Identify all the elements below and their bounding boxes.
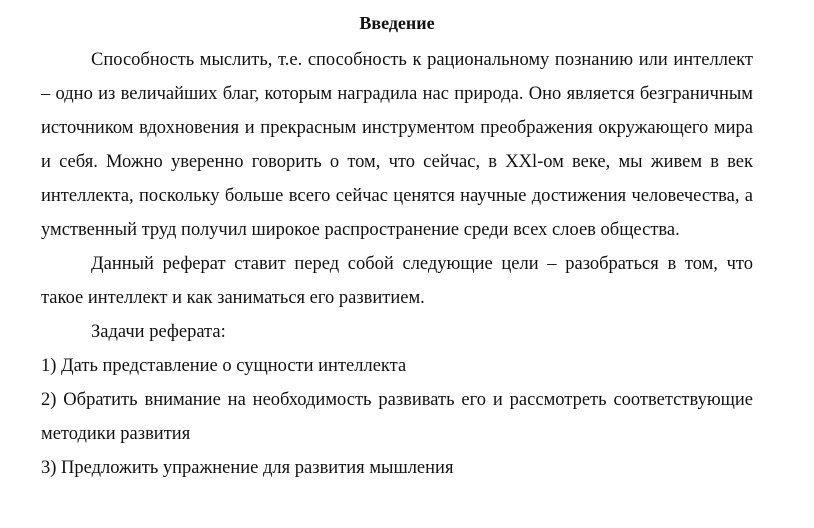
task-item-3: 3) Предложить упражнение для развития мышления <box>41 458 454 478</box>
task-item-1: 1) Дать представление о сущности интеллекта <box>41 356 407 376</box>
tasks-heading: Задачи реферата: <box>91 322 226 342</box>
goals-paragraph: Данный реферат ставит перед собой следующие цели – разобраться в том, что такое интеллект и как заниматься его развитием. <box>41 254 753 308</box>
task-item-2: 2) Обратить внимание на необходимость развивать его и рассмотреть соответствующие методики развития <box>41 390 753 444</box>
document-title: Введение <box>359 13 435 33</box>
intro-paragraph: Способность мыслить, т.е. способность к рациональному познанию или интеллект – одно из величайших благ, которым наградила нас природа. Оно является безграничным источником вдохновения и прекрасным инструментом преображения окружающего мира и себя. Можно уверенно говорить о том, что сейчас, в XXl-ом веке, мы живем в век интеллекта, поскольку больше всего сейчас ценятся научные достижения человечества, а умственный труд получил широкое распространение среди всех слоев общества. <box>41 50 753 240</box>
